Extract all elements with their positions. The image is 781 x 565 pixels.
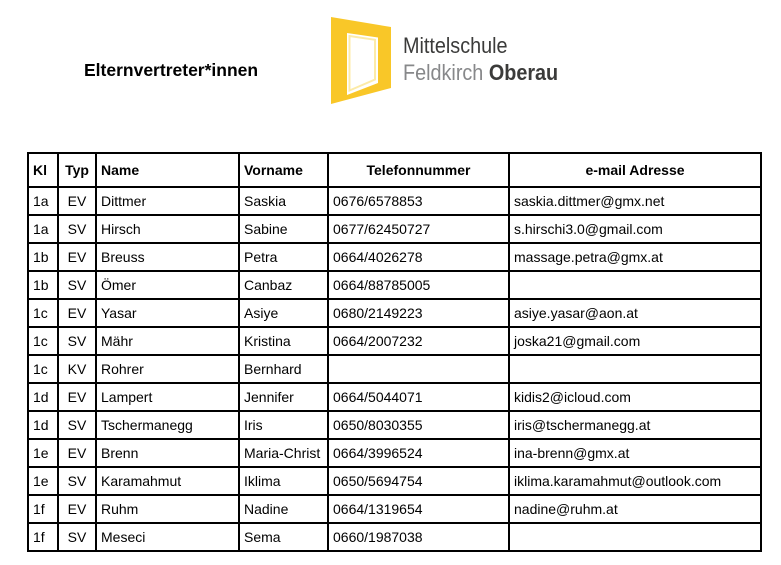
cell-telefon: 0664/3996524 bbox=[328, 439, 509, 467]
cell-typ: KV bbox=[58, 355, 96, 383]
cell-telefon: 0676/6578853 bbox=[328, 187, 509, 215]
cell-name: Yasar bbox=[96, 299, 239, 327]
cell-email: kidis2@icloud.com bbox=[509, 383, 761, 411]
cell-typ: SV bbox=[58, 523, 96, 551]
cell-telefon: 0664/2007232 bbox=[328, 327, 509, 355]
header-row bbox=[28, 153, 761, 187]
cell-telefon: 0680/2149223 bbox=[328, 299, 509, 327]
table-row bbox=[28, 299, 761, 327]
cell-vorname: Iklima bbox=[239, 467, 328, 495]
cell-vorname: Jennifer bbox=[239, 383, 328, 411]
cell-kl: 1f bbox=[28, 495, 58, 523]
cell-telefon: 0650/8030355 bbox=[328, 411, 509, 439]
table-row bbox=[28, 243, 761, 271]
cell-email bbox=[509, 271, 761, 299]
cell-email bbox=[509, 355, 761, 383]
school-name-line2 bbox=[403, 59, 558, 86]
column-header-telefonnummer: Telefonnummer bbox=[328, 153, 509, 187]
cell-typ: EV bbox=[58, 439, 96, 467]
cell-email: massage.petra@gmx.at bbox=[509, 243, 761, 271]
cell-name: Breuss bbox=[96, 243, 239, 271]
column-header-vorname: Vorname bbox=[239, 153, 328, 187]
cell-typ: SV bbox=[58, 327, 96, 355]
cell-typ: SV bbox=[58, 215, 96, 243]
cell-name: Lampert bbox=[96, 383, 239, 411]
cell-name: Ömer bbox=[96, 271, 239, 299]
window-logo-icon bbox=[326, 12, 394, 108]
cell-telefon: 0664/4026278 bbox=[328, 243, 509, 271]
cell-kl: 1b bbox=[28, 271, 58, 299]
cell-name: Karamahmut bbox=[96, 467, 239, 495]
cell-name: Tschermanegg bbox=[96, 411, 239, 439]
cell-kl: 1d bbox=[28, 411, 58, 439]
cell-email: iris@tschermanegg.at bbox=[509, 411, 761, 439]
cell-email: asiye.yasar@aon.at bbox=[509, 299, 761, 327]
cell-email: ina-brenn@gmx.at bbox=[509, 439, 761, 467]
cell-email: iklima.karamahmut@outlook.com bbox=[509, 467, 761, 495]
cell-vorname: Sabine bbox=[239, 215, 328, 243]
cell-name: Dittmer bbox=[96, 187, 239, 215]
page-title: Elternvertreter*innen bbox=[84, 60, 259, 80]
cell-typ: SV bbox=[58, 411, 96, 439]
cell-vorname: Kristina bbox=[239, 327, 328, 355]
cell-telefon: 0664/88785005 bbox=[328, 271, 509, 299]
cell-vorname: Bernhard bbox=[239, 355, 328, 383]
table-row bbox=[28, 495, 761, 523]
cell-vorname: Petra bbox=[239, 243, 328, 271]
table-row bbox=[28, 411, 761, 439]
cell-vorname: Saskia bbox=[239, 187, 328, 215]
cell-name: Brenn bbox=[96, 439, 239, 467]
cell-email: joska21@gmail.com bbox=[509, 327, 761, 355]
school-name bbox=[403, 32, 558, 86]
column-header-name: Name bbox=[96, 153, 239, 187]
school-name-district: Oberau bbox=[488, 60, 559, 85]
cell-kl: 1b bbox=[28, 243, 58, 271]
cell-kl: 1c bbox=[28, 299, 58, 327]
table-row bbox=[28, 187, 761, 215]
cell-kl: 1f bbox=[28, 523, 58, 551]
cell-kl: 1a bbox=[28, 187, 58, 215]
school-name-line1: Mittelschule bbox=[403, 33, 508, 58]
cell-kl: 1e bbox=[28, 467, 58, 495]
table-row bbox=[28, 523, 761, 551]
school-logo bbox=[326, 12, 575, 108]
table-row bbox=[28, 467, 761, 495]
contacts-table bbox=[27, 152, 762, 552]
school-name-city: Feldkirch bbox=[403, 60, 489, 85]
column-header-typ: Typ bbox=[58, 153, 96, 187]
cell-telefon bbox=[328, 355, 509, 383]
cell-telefon: 0677/62450727 bbox=[328, 215, 509, 243]
cell-kl: 1d bbox=[28, 383, 58, 411]
cell-typ: SV bbox=[58, 271, 96, 299]
table-row bbox=[28, 271, 761, 299]
table-row bbox=[28, 355, 761, 383]
column-header-kl: Kl bbox=[28, 153, 58, 187]
cell-vorname: Sema bbox=[239, 523, 328, 551]
cell-vorname: Iris bbox=[239, 411, 328, 439]
column-header-email: e-mail Adresse bbox=[509, 153, 761, 187]
cell-email: s.hirschi3.0@gmail.com bbox=[509, 215, 761, 243]
cell-typ: EV bbox=[58, 383, 96, 411]
cell-vorname: Canbaz bbox=[239, 271, 328, 299]
cell-telefon: 0660/1987038 bbox=[328, 523, 509, 551]
cell-name: Meseci bbox=[96, 523, 239, 551]
cell-typ: EV bbox=[58, 187, 96, 215]
cell-typ: EV bbox=[58, 299, 96, 327]
cell-email: nadine@ruhm.at bbox=[509, 495, 761, 523]
cell-name: Ruhm bbox=[96, 495, 239, 523]
table-row bbox=[28, 327, 761, 355]
cell-kl: 1a bbox=[28, 215, 58, 243]
table-row bbox=[28, 383, 761, 411]
cell-telefon: 0664/1319654 bbox=[328, 495, 509, 523]
cell-kl: 1e bbox=[28, 439, 58, 467]
cell-telefon: 0664/5044071 bbox=[328, 383, 509, 411]
cell-typ: EV bbox=[58, 495, 96, 523]
cell-vorname: Asiye bbox=[239, 299, 328, 327]
table-row bbox=[28, 439, 761, 467]
cell-kl: 1c bbox=[28, 355, 58, 383]
cell-typ: SV bbox=[58, 467, 96, 495]
cell-kl: 1c bbox=[28, 327, 58, 355]
table-row bbox=[28, 215, 761, 243]
cell-name: Hirsch bbox=[96, 215, 239, 243]
cell-telefon: 0650/5694754 bbox=[328, 467, 509, 495]
cell-vorname: Nadine bbox=[239, 495, 328, 523]
contacts-table-container bbox=[27, 152, 762, 552]
cell-name: Rohrer bbox=[96, 355, 239, 383]
cell-vorname: Maria-Christ bbox=[239, 439, 328, 467]
cell-email: saskia.dittmer@gmx.net bbox=[509, 187, 761, 215]
cell-email bbox=[509, 523, 761, 551]
cell-typ: EV bbox=[58, 243, 96, 271]
cell-name: Mähr bbox=[96, 327, 239, 355]
